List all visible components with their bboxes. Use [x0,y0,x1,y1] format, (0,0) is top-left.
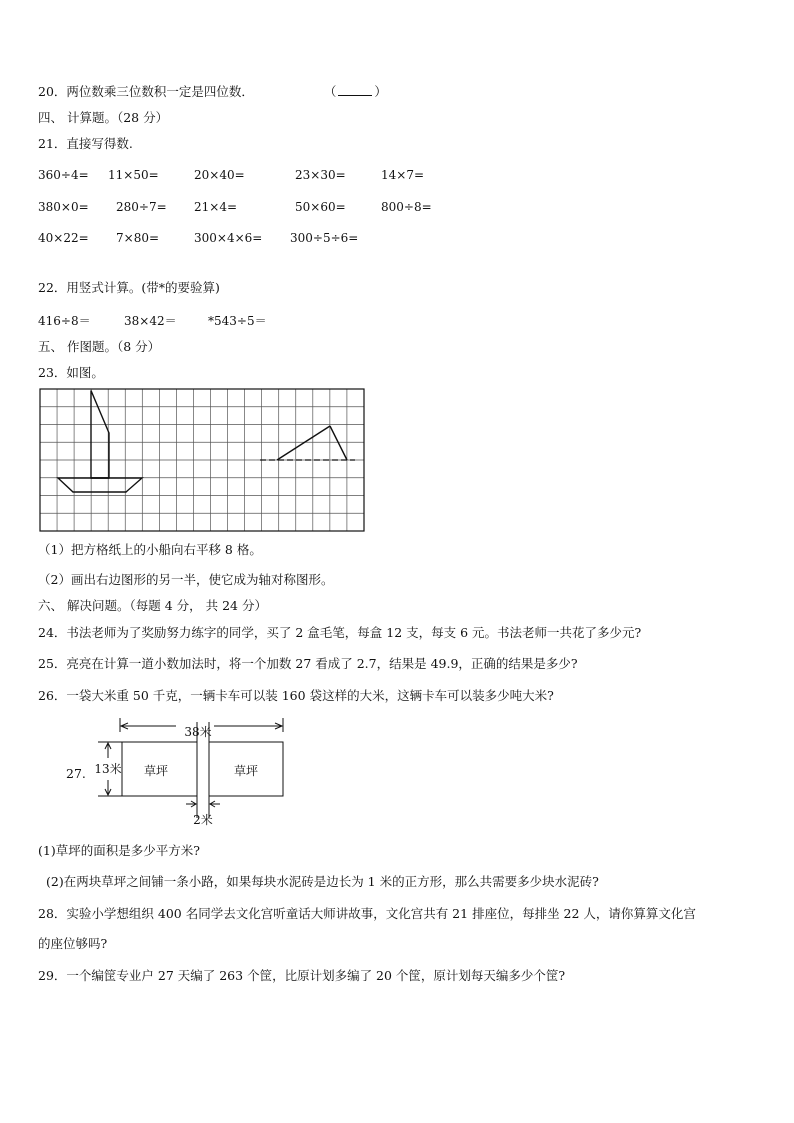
q23-sub1: （1）把方格纸上的小船向右平移 8 格。 [38,542,262,557]
section-6-title: 六、 解决问题。（每题 4 分， 共 24 分） [38,598,267,613]
question-29: 29．一个编筐专业户 27 天编了 263 个筐，比原计划多编了 20 个筐，原计划每天编多少个筐? [38,968,566,983]
lawn-right-label: 草坪 [233,764,259,778]
q21-prompt: 21．直接写得数. [38,136,133,151]
q21-item: 20×40= [194,168,245,182]
q27-sub2: (2)在两块草坪之间铺一条小路，如果每块水泥砖是边长为 1 米的正方形，那么共需要多少块水泥砖? [46,874,599,889]
q27-height-label: 13米 [94,762,122,776]
q27-sub1: (1)草坪的面积是多少平方米? [38,843,200,858]
q21-item: 50×60= [295,200,346,214]
q20-answer-blank[interactable] [338,83,372,96]
q27-number: 27. [66,766,86,781]
question-26: 26．一袋大米重 50 千克，一辆卡车可以装 160 袋这样的大米，这辆卡车可以装多少吨大米? [38,688,554,703]
q22-item: 38×42＝ [124,314,177,328]
q21-item: 14×7= [381,168,425,182]
q20-text: 20．两位数乘三位数积一定是四位数． [38,84,254,99]
question-28-line2: 的座位够吗? [38,936,108,951]
boat-shape [58,391,142,493]
q23-sub2: （2）画出右边图形的另一半，使它成为轴对称图形。 [38,572,334,587]
q21-item: 380×0= [38,200,89,214]
q22-prompt: 22．用竖式计算。(带*的要验算) [38,280,220,295]
half-triangle-shape [277,426,347,460]
q22-item: *543÷5＝ [208,314,267,328]
section-5-title: 五、 作图题。（8 分） [38,339,161,354]
q27-path-label: 2米 [193,813,213,827]
question-28-line1: 28．实验小学想组织 400 名同学去文化宫听童话大师讲故事，文化宫共有 21 排座位，每排坐 22 人，请你算算文化宫 [38,906,696,921]
q23-prompt: 23．如图。 [38,365,104,380]
q20-paren-close: ） [374,84,387,99]
q21-item: 7×80= [116,231,160,245]
q20-paren-open: （ [323,84,337,99]
q21-item: 360÷4= [38,168,89,182]
question-24: 24．书法老师为了奖励努力练字的同学，买了 2 盒毛笔，每盒 12 支，每支 6 元。书法老师一共花了多少元? [38,625,642,640]
q21-item: 300×4×6= [194,231,263,245]
q21-item: 23×30= [295,168,346,182]
section-4-title: 四、 计算题。（28 分） [38,110,169,125]
q21-item: 21×4= [194,200,238,214]
q21-item: 40×22= [38,231,89,245]
question-20 [38,83,387,100]
q21-item: 280÷7= [116,200,167,214]
q27-width-label: 38米 [184,725,212,739]
q21-item: 800÷8= [381,200,432,214]
q21-item: 300÷5÷6= [290,231,359,245]
lawn-left-label: 草坪 [143,764,169,778]
q21-item: 11×50= [108,168,159,182]
question-25: 25．亮亮在计算一道小数加法时，将一个加数 27 看成了 2.7，结果是 49.9，正确的结果是多少? [38,656,578,671]
q27-lawn-diagram [88,718,288,830]
q23-grid-figure [40,389,364,531]
q22-item: 416÷8＝ [38,314,91,328]
